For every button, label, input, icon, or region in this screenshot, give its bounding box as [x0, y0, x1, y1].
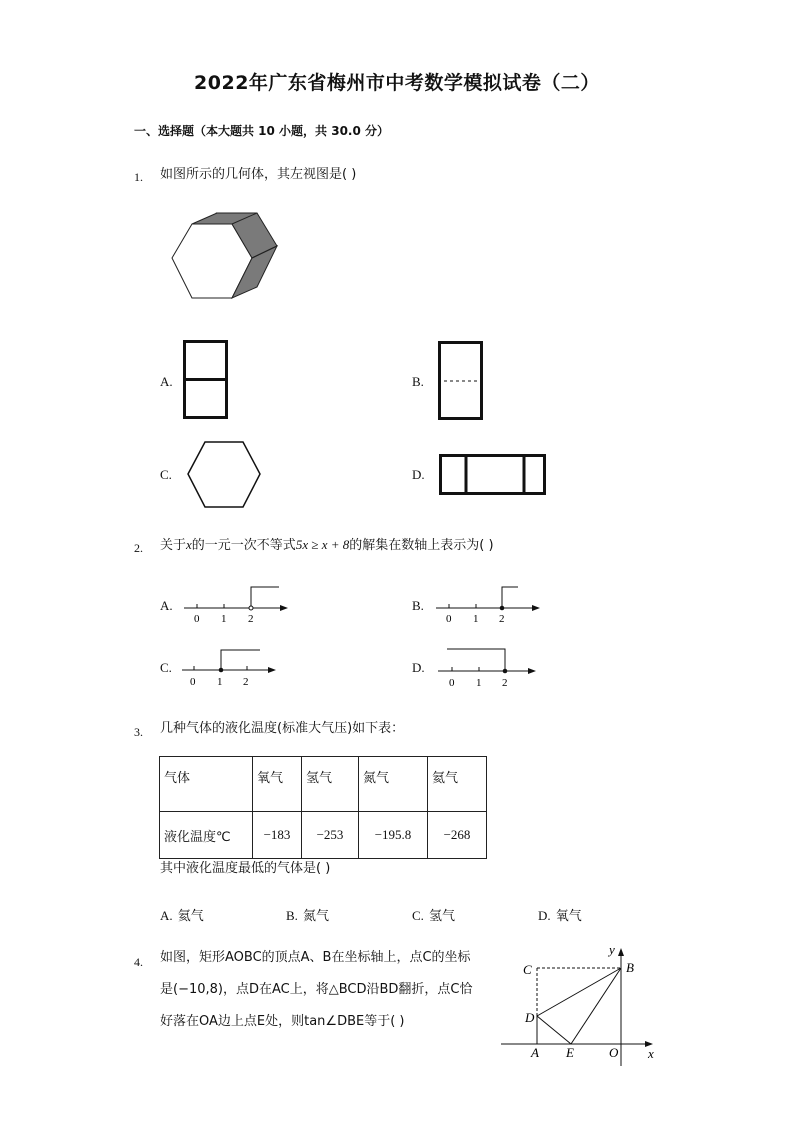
tick-label: 2 — [502, 677, 508, 689]
question-2-text: 关于x的一元一次不等式5x ≥ x + 8的解集在数轴上表示为( ) — [160, 537, 494, 553]
table-header-cell: 氮气 — [359, 757, 428, 812]
tick-label: 1 — [217, 676, 223, 688]
tick-label: 2 — [499, 613, 505, 625]
q2-option-b-numberline — [432, 584, 542, 626]
q2-option-b-label: B. — [412, 598, 424, 613]
tick-label: 1 — [476, 677, 482, 689]
table-cell: −268 — [428, 812, 487, 859]
label-y: y — [609, 942, 615, 957]
q2-option-a-label: A. — [160, 598, 173, 613]
question-4-line-3: 好落在OA边上点E处，则tan∠DBE等于( ) — [160, 1014, 405, 1029]
label-b: B — [626, 960, 634, 975]
q3-option-a: A. 氦气 — [160, 908, 204, 924]
q2-option-d-label: D. — [412, 660, 425, 675]
question-4-line-1: 如图，矩形AOBC的顶点A、B在坐标轴上，点C的坐标 — [160, 950, 471, 965]
question-4-number: 4. — [134, 955, 143, 969]
question-3-prompt: 其中液化温度最低的气体是( ) — [160, 861, 331, 876]
table-cell: −183 — [253, 812, 302, 859]
table-header-cell: 气体 — [160, 757, 253, 812]
table-header-row — [160, 757, 487, 812]
label-o: O — [609, 1045, 619, 1060]
question-3-text: 几种气体的液化温度(标准大气压)如下表： — [160, 721, 405, 736]
table-header-cell: 氢气 — [302, 757, 359, 812]
q3-option-b: B. 氮气 — [286, 908, 330, 924]
tick-label: 0 — [449, 677, 455, 689]
tick-label: 0 — [194, 613, 200, 625]
q3-option-d: D. 氧气 — [538, 908, 582, 924]
q1-option-a-figure — [183, 340, 229, 420]
page-title: 2022年广东省梅州市中考数学模拟试卷（二） — [194, 72, 600, 94]
label-x: x — [648, 1046, 654, 1061]
q2-option-c-numberline — [178, 646, 280, 690]
tick-label: 1 — [221, 613, 227, 625]
table-row-label: 液化温度℃ — [160, 812, 253, 859]
section-heading: 一、选择题（本大题共 10 小题，共 30.0 分） — [134, 124, 390, 138]
tick-label: 2 — [248, 613, 254, 625]
q1-option-c-figure — [186, 440, 262, 510]
q1-option-d-figure — [439, 454, 547, 496]
label-c: C — [523, 962, 532, 977]
question-1-number: 1. — [134, 170, 143, 184]
q3-option-c: C. 氢气 — [412, 908, 456, 924]
question-4-line-2: 是(−10,8)，点D在AC上，将△BCD沿BD翻折，点C恰 — [160, 982, 473, 997]
label-d: D — [525, 1010, 535, 1025]
q2-option-c-label: C. — [160, 660, 172, 675]
q1-option-a-label: A. — [160, 374, 173, 389]
table-cell: −253 — [302, 812, 359, 859]
question-2-number: 2. — [134, 541, 143, 555]
tick-label: 0 — [190, 676, 196, 688]
q2-option-a-numberline — [180, 584, 290, 626]
q2-option-d-numberline — [434, 646, 540, 690]
tick-label: 0 — [446, 613, 452, 625]
table-cell: −195.8 — [359, 812, 428, 859]
q1-option-d-label: D. — [412, 467, 425, 482]
q1-option-b-label: B. — [412, 374, 424, 389]
label-e: E — [566, 1045, 574, 1060]
q1-option-b-figure — [438, 341, 484, 421]
coordinate-rectangle-figure — [497, 940, 667, 1070]
q1-option-c-label: C. — [160, 467, 172, 482]
gas-temperature-table — [159, 756, 487, 859]
table-header-cell: 氧气 — [253, 757, 302, 812]
table-row — [160, 812, 487, 859]
hexagonal-prism-figure — [165, 210, 285, 302]
tick-label: 1 — [473, 613, 479, 625]
question-3-number: 3. — [134, 725, 143, 739]
question-1-text: 如图所示的几何体，其左视图是( ) — [160, 167, 357, 182]
table-header-cell: 氦气 — [428, 757, 487, 812]
tick-label: 2 — [243, 676, 249, 688]
label-a: A — [531, 1045, 539, 1060]
